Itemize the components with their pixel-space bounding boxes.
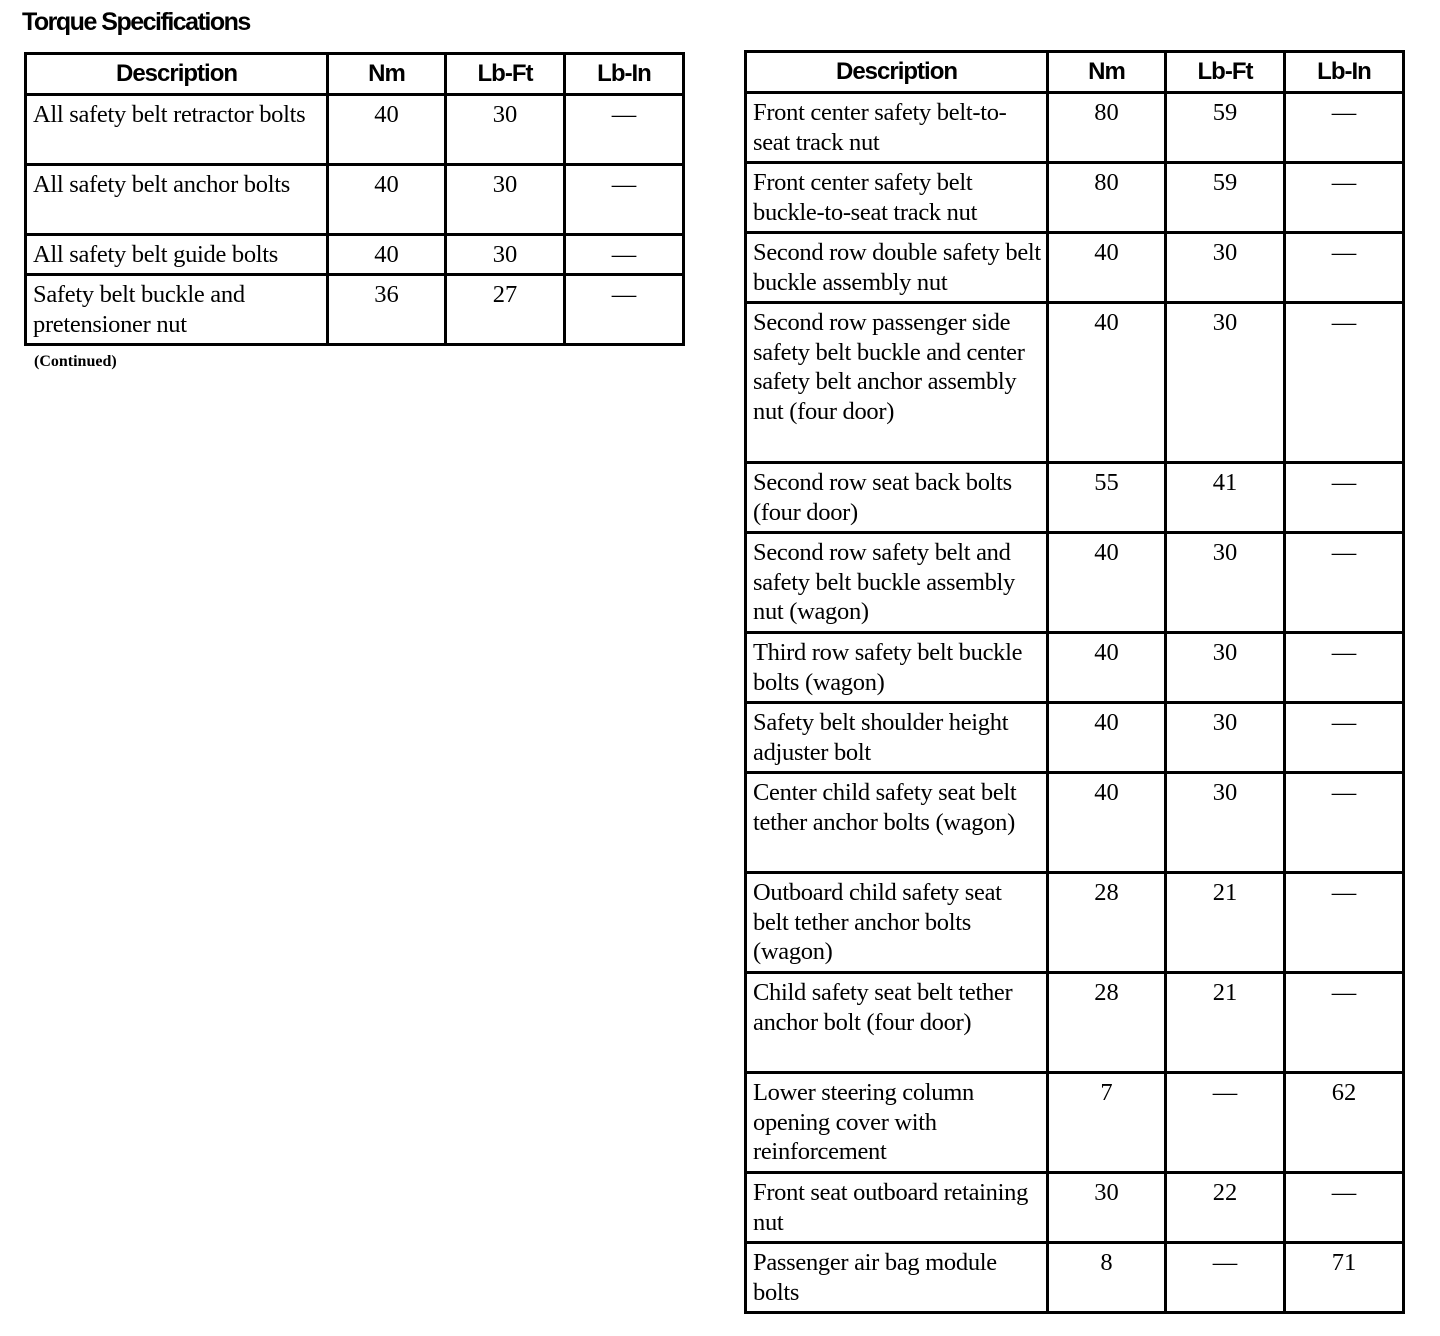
nm-cell: 40 xyxy=(1048,703,1166,773)
nm-cell: 28 xyxy=(1048,973,1166,1073)
description-cell: Child safety seat belt tether anchor bolt (four door) xyxy=(746,973,1048,1073)
lbft-cell: 30 xyxy=(446,95,565,165)
table-row xyxy=(746,93,1404,163)
nm-cell: 40 xyxy=(328,235,446,275)
description-cell: Third row safety belt buckle bolts (wagon) xyxy=(746,633,1048,703)
column-header-description: Description xyxy=(746,52,1048,93)
description-cell: Lower steering column opening cover with reinforcement xyxy=(746,1073,1048,1173)
description-cell: All safety belt guide bolts xyxy=(26,235,328,275)
column-header-nm: Nm xyxy=(1048,52,1166,93)
description-cell: Second row passenger side safety belt buckle and center safety belt anchor assembly nut (four door) xyxy=(746,303,1048,463)
column-header-nm: Nm xyxy=(328,54,446,95)
column-header-lbft: Lb-Ft xyxy=(1166,52,1285,93)
lbin-cell: — xyxy=(565,165,684,235)
table-row xyxy=(746,773,1404,873)
lbft-cell: 59 xyxy=(1166,93,1285,163)
lbin-cell: — xyxy=(1285,93,1404,163)
description-cell: Passenger air bag module bolts xyxy=(746,1243,1048,1313)
nm-cell: 8 xyxy=(1048,1243,1166,1313)
lbft-cell: 59 xyxy=(1166,163,1285,233)
lbin-cell: — xyxy=(565,275,684,345)
lbin-cell: — xyxy=(1285,873,1404,973)
lbft-cell: 22 xyxy=(1166,1173,1285,1243)
description-cell: Front center safety belt buckle-to-seat track nut xyxy=(746,163,1048,233)
column-header-description: Description xyxy=(26,54,328,95)
table-row xyxy=(746,1243,1404,1313)
table-row xyxy=(746,1073,1404,1173)
description-cell: Center child safety seat belt tether anchor bolts (wagon) xyxy=(746,773,1048,873)
torque-table-right xyxy=(744,50,1405,1314)
table-header-row xyxy=(746,52,1404,93)
lbin-cell: — xyxy=(1285,1173,1404,1243)
nm-cell: 55 xyxy=(1048,463,1166,533)
column-header-lbft: Lb-Ft xyxy=(446,54,565,95)
column-header-lbin: Lb-In xyxy=(1285,52,1404,93)
nm-cell: 40 xyxy=(1048,233,1166,303)
table-row xyxy=(746,633,1404,703)
nm-cell: 30 xyxy=(1048,1173,1166,1243)
lbin-cell: — xyxy=(1285,233,1404,303)
lbft-cell: 30 xyxy=(446,165,565,235)
lbin-cell: — xyxy=(1285,973,1404,1073)
lbft-cell: 30 xyxy=(1166,703,1285,773)
torque-table-left xyxy=(24,52,685,346)
lbin-cell: — xyxy=(1285,703,1404,773)
table-header-row xyxy=(26,54,684,95)
lbin-cell: — xyxy=(1285,773,1404,873)
lbin-cell: — xyxy=(1285,533,1404,633)
lbft-cell: 30 xyxy=(1166,633,1285,703)
table-row xyxy=(746,233,1404,303)
table-row xyxy=(746,533,1404,633)
lbin-cell: — xyxy=(1285,633,1404,703)
nm-cell: 40 xyxy=(1048,533,1166,633)
lbft-cell: 27 xyxy=(446,275,565,345)
continued-note: (Continued) xyxy=(34,353,117,370)
table-row xyxy=(746,973,1404,1073)
lbft-cell: 41 xyxy=(1166,463,1285,533)
table-row xyxy=(26,95,684,165)
lbft-cell: — xyxy=(1166,1073,1285,1173)
page-title: Torque Specifications xyxy=(22,8,250,36)
table-row xyxy=(746,703,1404,773)
description-cell: All safety belt retractor bolts xyxy=(26,95,328,165)
description-cell: Front seat outboard retaining nut xyxy=(746,1173,1048,1243)
nm-cell: 80 xyxy=(1048,93,1166,163)
lbft-cell: 30 xyxy=(1166,233,1285,303)
description-cell: Safety belt buckle and pretensioner nut xyxy=(26,275,328,345)
table-row xyxy=(746,873,1404,973)
description-cell: Front center safety belt-to-seat track nut xyxy=(746,93,1048,163)
nm-cell: 40 xyxy=(1048,773,1166,873)
table-row xyxy=(746,163,1404,233)
lbin-cell: — xyxy=(565,95,684,165)
description-cell: Second row double safety belt buckle assembly nut xyxy=(746,233,1048,303)
nm-cell: 40 xyxy=(328,165,446,235)
lbin-cell: — xyxy=(1285,463,1404,533)
lbft-cell: 30 xyxy=(1166,303,1285,463)
nm-cell: 7 xyxy=(1048,1073,1166,1173)
lbin-cell: 71 xyxy=(1285,1243,1404,1313)
nm-cell: 80 xyxy=(1048,163,1166,233)
description-cell: Second row seat back bolts (four door) xyxy=(746,463,1048,533)
column-header-lbin: Lb-In xyxy=(565,54,684,95)
description-cell: All safety belt anchor bolts xyxy=(26,165,328,235)
lbin-cell: — xyxy=(1285,163,1404,233)
lbft-cell: 21 xyxy=(1166,873,1285,973)
nm-cell: 40 xyxy=(328,95,446,165)
lbin-cell: — xyxy=(1285,303,1404,463)
description-cell: Outboard child safety seat belt tether anchor bolts (wagon) xyxy=(746,873,1048,973)
lbin-cell: 62 xyxy=(1285,1073,1404,1173)
lbft-cell: 21 xyxy=(1166,973,1285,1073)
nm-cell: 40 xyxy=(1048,633,1166,703)
lbft-cell: 30 xyxy=(1166,533,1285,633)
lbft-cell: 30 xyxy=(446,235,565,275)
table-row xyxy=(26,275,684,345)
lbft-cell: 30 xyxy=(1166,773,1285,873)
table-row xyxy=(26,165,684,235)
table-row xyxy=(746,463,1404,533)
description-cell: Second row safety belt and safety belt buckle assembly nut (wagon) xyxy=(746,533,1048,633)
description-cell: Safety belt shoulder height adjuster bolt xyxy=(746,703,1048,773)
table-row xyxy=(746,303,1404,463)
nm-cell: 36 xyxy=(328,275,446,345)
nm-cell: 40 xyxy=(1048,303,1166,463)
nm-cell: 28 xyxy=(1048,873,1166,973)
table-row xyxy=(746,1173,1404,1243)
lbft-cell: — xyxy=(1166,1243,1285,1313)
lbin-cell: — xyxy=(565,235,684,275)
table-row xyxy=(26,235,684,275)
